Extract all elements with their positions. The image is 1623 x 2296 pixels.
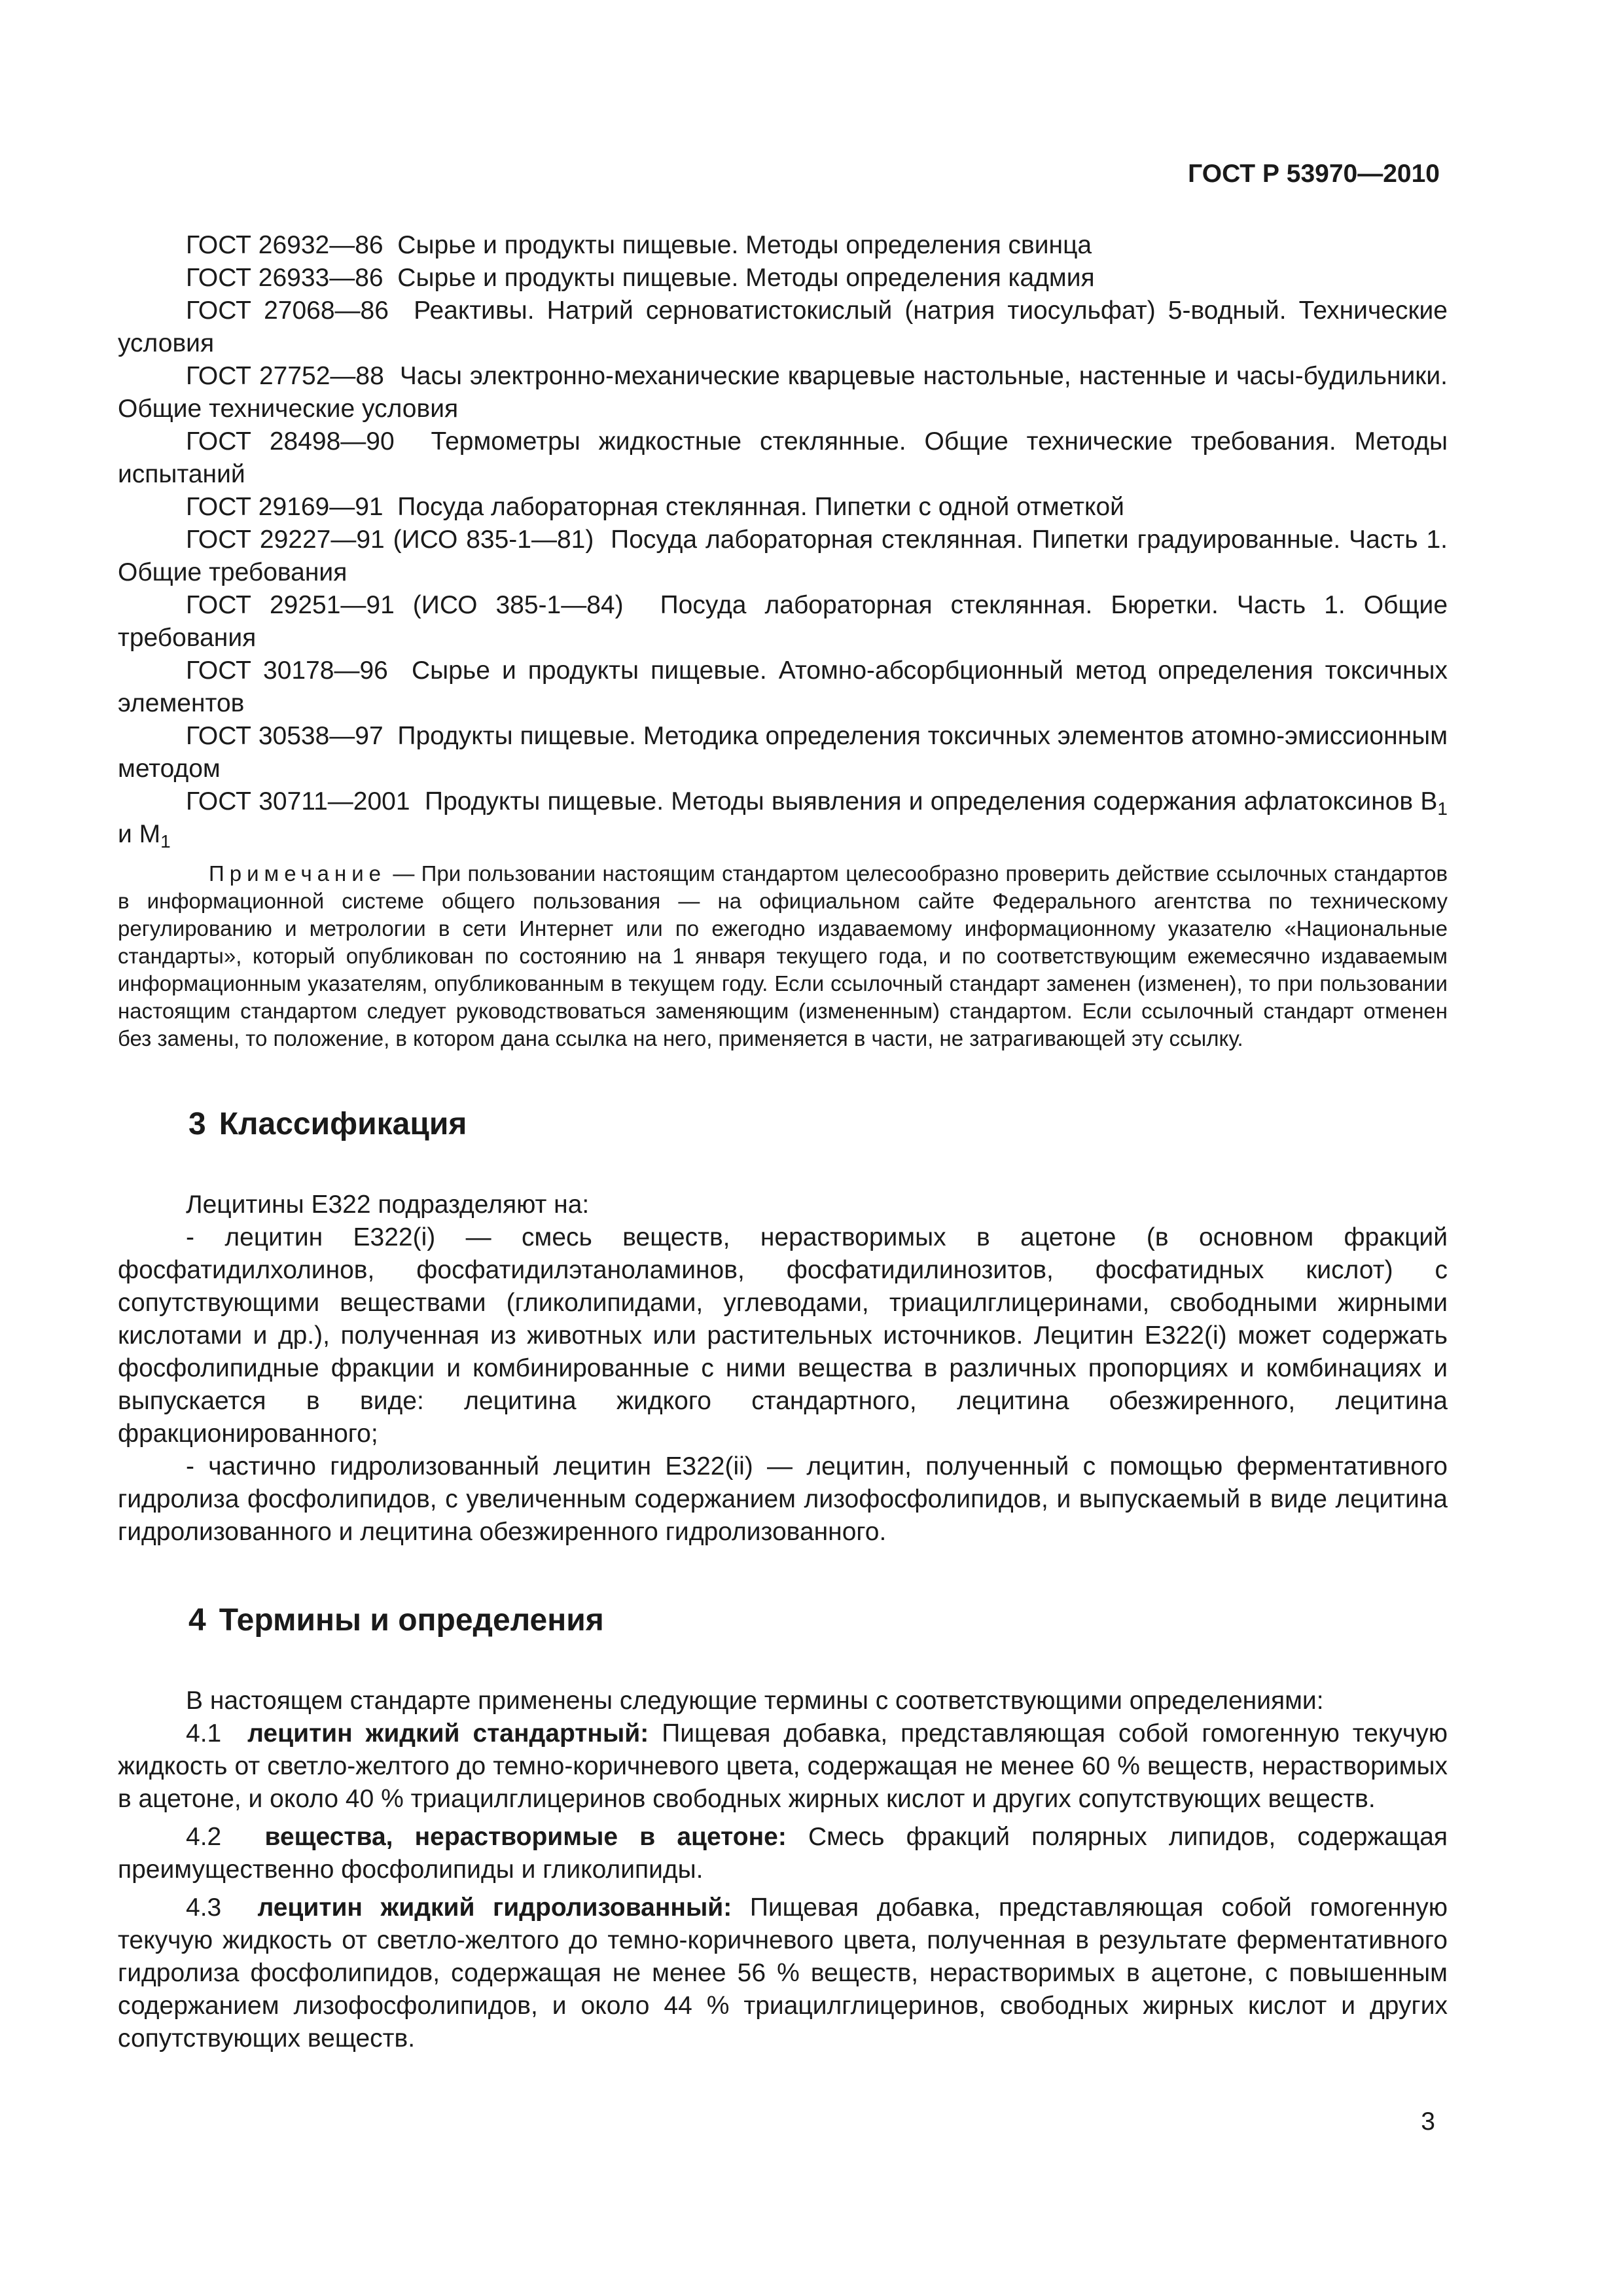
reference-title: Сырье и продукты пищевые. Методы определения кадмия xyxy=(397,264,1095,292)
term-text: Пищевая добавка, представляющая собой гомогенную текучую жидкость от светло-желтого до темно-коричневого цвета, полученная в результате ферментативного гидролиза фосфолипидов, содержащая не менее 56 % веществ, нерастворимых в ацетоне, с повышенным содержанием лизофосфолипидов, и около 44 % триацилглицеринов, свободных жирных кислот и других сопутствующих веществ. xyxy=(118,1893,1448,2053)
reference-title: Посуда лабораторная стеклянная. Бюретки. Часть 1. Общие требования xyxy=(118,591,1448,652)
reference-title: Часы электронно-механические кварцевые настольные, настенные и часы-будильники. Общие технические условия xyxy=(118,362,1448,423)
page-number: 3 xyxy=(1421,2108,1435,2136)
reference-title-continued: и M xyxy=(118,820,161,848)
reference-code: ГОСТ 28498—90 xyxy=(186,427,395,456)
reference-title: Продукты пищевые. Методика определения токсичных элементов атомно-эмиссионным методом xyxy=(118,722,1448,783)
reference-title: Сырье и продукты пищевые. Атомно-абсорбционный метод определения токсичных элементов xyxy=(118,656,1448,717)
section-number: 3 xyxy=(188,1107,206,1141)
reference-code: ГОСТ 26933—86 xyxy=(186,264,383,292)
term-definition xyxy=(118,1892,1448,2055)
normative-references xyxy=(118,229,1448,851)
reference-code: ГОСТ 29169—91 xyxy=(186,493,383,521)
term-number: 4.2 xyxy=(186,1823,222,1851)
list-item: - частично гидролизованный лецитин Е322(ii) — лецитин, полученный с помощью ферментативного гидролиза фосфолипидов, с увеличенным содержанием лизофосфолипидов, и выпускаемый в виде лецитина гидролизованного и лецитина обезжиренного гидролизованного. xyxy=(118,1452,1448,1546)
reference-title: Реактивы. Натрий серноватистокислый (натрия тиосульфат) 5-водный. Технические условия xyxy=(118,296,1448,357)
section-number: 4 xyxy=(188,1603,206,1638)
term-number: 4.1 xyxy=(186,1719,222,1748)
reference-item xyxy=(118,262,1448,295)
list-item: - лецитин Е322(i) — смесь веществ, нерастворимых в ацетоне (в основном фракций фосфатидилхолинов, фосфатидилэтаноламинов, фосфатидилинозитов, фосфатидных кислот) с сопутствующими веществами (гликолипидами, углеводами, триацилглицеринами, свободными жирными кислотами и др.), полученная из животных или растительных источников. Лецитин Е322(i) может содержать фосфолипидные фракции и комбинированные с ними вещества в различных пропорциях и комбинациях и выпускается в виде: лецитина жидкого стандартного, лецитина обезжиренного, лецитина фракционированного; xyxy=(118,1223,1448,1448)
term-definition xyxy=(118,1821,1448,1886)
note xyxy=(118,860,1448,1052)
term-text: Пищевая добавка, представляющая собой гомогенную текучую жидкость от светло-желтого до темно-коричневого цвета, содержащая не менее 60 % веществ, нерастворимых в ацетоне, и около 40 % триацилглицеринов свободных жирных кислот и других сопутствующих веществ. xyxy=(118,1719,1448,1813)
term-name: лецитин жидкий стандартный: xyxy=(247,1719,649,1748)
subscript: 1 xyxy=(1437,798,1448,819)
reference-item xyxy=(118,360,1448,425)
reference-item xyxy=(118,425,1448,491)
reference-code: ГОСТ 29227—91 (ИСО 835-1—81) xyxy=(186,526,594,554)
reference-item xyxy=(118,720,1448,785)
note-label: Примечание xyxy=(209,861,387,886)
document-body xyxy=(118,229,1448,2055)
reference-title: Посуда лабораторная стеклянная. Пипетки с одной отметкой xyxy=(397,493,1124,521)
reference-code: ГОСТ 27068—86 xyxy=(186,296,389,325)
reference-code: ГОСТ 27752—88 xyxy=(186,362,384,390)
section-heading xyxy=(188,1106,1448,1143)
subscript: 1 xyxy=(160,831,171,852)
reference-code: ГОСТ 30538—97 xyxy=(186,722,383,750)
reference-code: ГОСТ 29251—91 (ИСО 385-1—84) xyxy=(186,591,624,619)
section-title: Термины и определения xyxy=(219,1603,604,1638)
term-name: вещества, нерастворимые в ацетоне: xyxy=(264,1823,787,1851)
reference-title: Термометры жидкостные стеклянные. Общие технические требования. Методы испытаний xyxy=(118,427,1448,488)
reference-item xyxy=(118,491,1448,524)
reference-item xyxy=(118,655,1448,720)
reference-title: Продукты пищевые. Методы выявления и определения содержания афлатоксинов B xyxy=(425,787,1438,816)
section-title: Классификация xyxy=(219,1107,467,1141)
note-text: — При пользовании настоящим стандартом целесообразно проверить действие ссылочных стандартов в информационной системе общего пользования — на официальном сайте Федерального агентства по техническому регулированию и метрологии в сети Интернет или по ежегодно издаваемому информационному указателю «Национальные стандарты», который опубликован по состоянию на 1 января текущего года, и по соответствующим ежемесячно издаваемым информационным указателям, опубликованным в текущем году. Если ссылочный стандарт заменен (изменен), то при пользовании настоящим стандартом следует руководствоваться заменяющим (измененным) стандартом. Если ссылочный стандарт отменен без замены, то положение, в котором дана ссылка на него, применяется в части, не затрагивающей эту ссылку. xyxy=(118,861,1448,1050)
reference-item xyxy=(118,785,1448,851)
reference-code: ГОСТ 26932—86 xyxy=(186,231,383,259)
reference-item xyxy=(118,524,1448,589)
reference-code: ГОСТ 30178—96 xyxy=(186,656,388,685)
term-name: лецитин жидкий гидролизованный: xyxy=(257,1893,732,1922)
term-text: Смесь фракций полярных липидов, содержащая преимущественно фосфолипиды и гликолипиды. xyxy=(118,1823,1448,1884)
section-heading xyxy=(188,1602,1448,1639)
paragraph: Лецитины Е322 подразделяют на: xyxy=(186,1191,590,1219)
term-definition xyxy=(118,1717,1448,1816)
reference-item xyxy=(118,229,1448,262)
reference-title: Посуда лабораторная стеклянная. Пипетки градуированные. Часть 1. Общие требования xyxy=(118,526,1448,586)
reference-title: Сырье и продукты пищевые. Методы определения свинца xyxy=(397,231,1092,259)
page-header: ГОСТ Р 53970—2010 xyxy=(1188,160,1440,188)
paragraph: В настоящем стандарте применены следующие термины с соответствующими определениями: xyxy=(186,1687,1324,1715)
reference-item xyxy=(118,589,1448,655)
reference-item xyxy=(118,295,1448,360)
term-number: 4.3 xyxy=(186,1893,222,1922)
reference-code: ГОСТ 30711—2001 xyxy=(186,787,410,816)
